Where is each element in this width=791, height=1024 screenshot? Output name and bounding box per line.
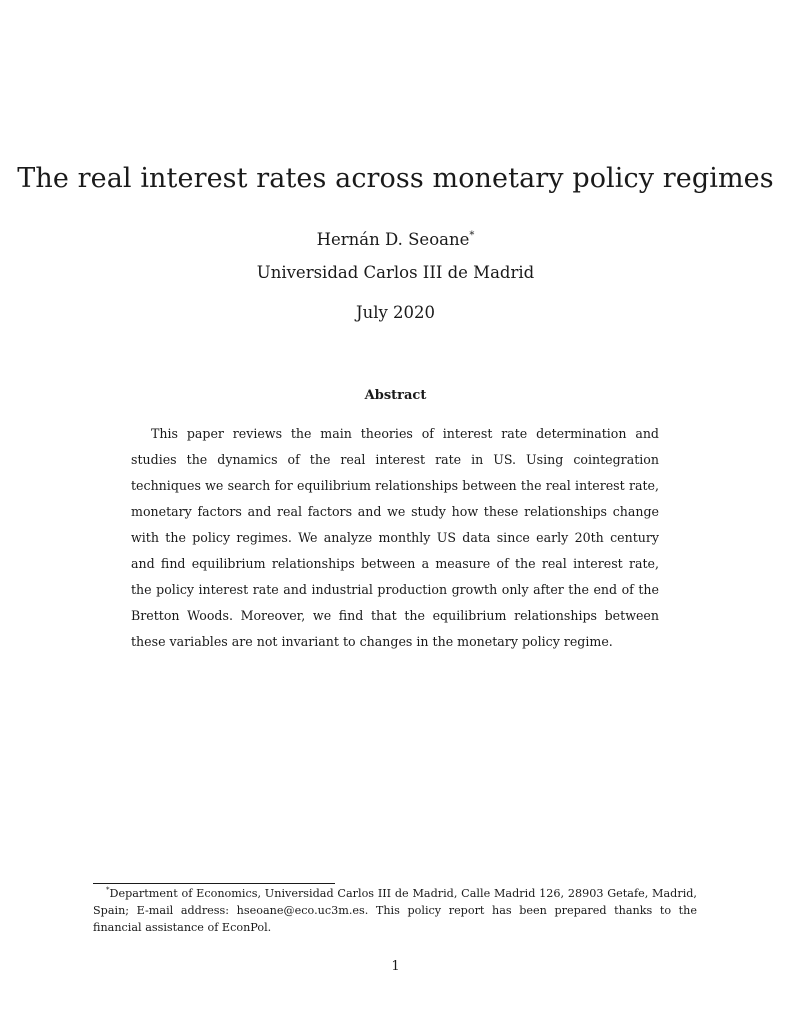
author-line bbox=[0, 229, 791, 251]
footnote-mark: * bbox=[106, 886, 110, 894]
author-affiliation: Universidad Carlos III de Madrid bbox=[256, 263, 535, 282]
author-name: Hernán D. Seoane bbox=[316, 230, 470, 249]
page-number: 1 bbox=[391, 959, 400, 974]
footnote-text: Department of Economics, Universidad Carlos III de Madrid, Calle Madrid 126, 28903 Getafe, Madrid, Spain; E-mail address: hseoane@eco.uc3m.es. This policy report has been prepared thanks to the financial assistance of EconPol. bbox=[93, 887, 697, 934]
abstract-text: This paper reviews the main theories of interest rate determination and studies the dynamics of the real interest rate in US. Using cointegration techniques we search for equilibrium relationships between the real interest rate, monetary factors and real factors and we study how these relationships change with the policy regimes. We analyze monthly US data since early 20th century and find equilibrium relationships between a measure of the real interest rate, the policy interest rate and industrial production growth only after the end of the Bretton Woods. Moreover, we find that the equilibrium relationships between these variables are not invariant to changes in the monetary policy regime. bbox=[131, 426, 659, 649]
paper-title: The real interest rates across monetary policy regimes bbox=[17, 163, 774, 194]
author-footnote-mark[interactable]: * bbox=[469, 230, 475, 241]
footnote bbox=[93, 885, 697, 936]
publication-date: July 2020 bbox=[355, 303, 436, 322]
abstract-heading: Abstract bbox=[364, 388, 427, 403]
footnote-divider bbox=[93, 883, 335, 884]
